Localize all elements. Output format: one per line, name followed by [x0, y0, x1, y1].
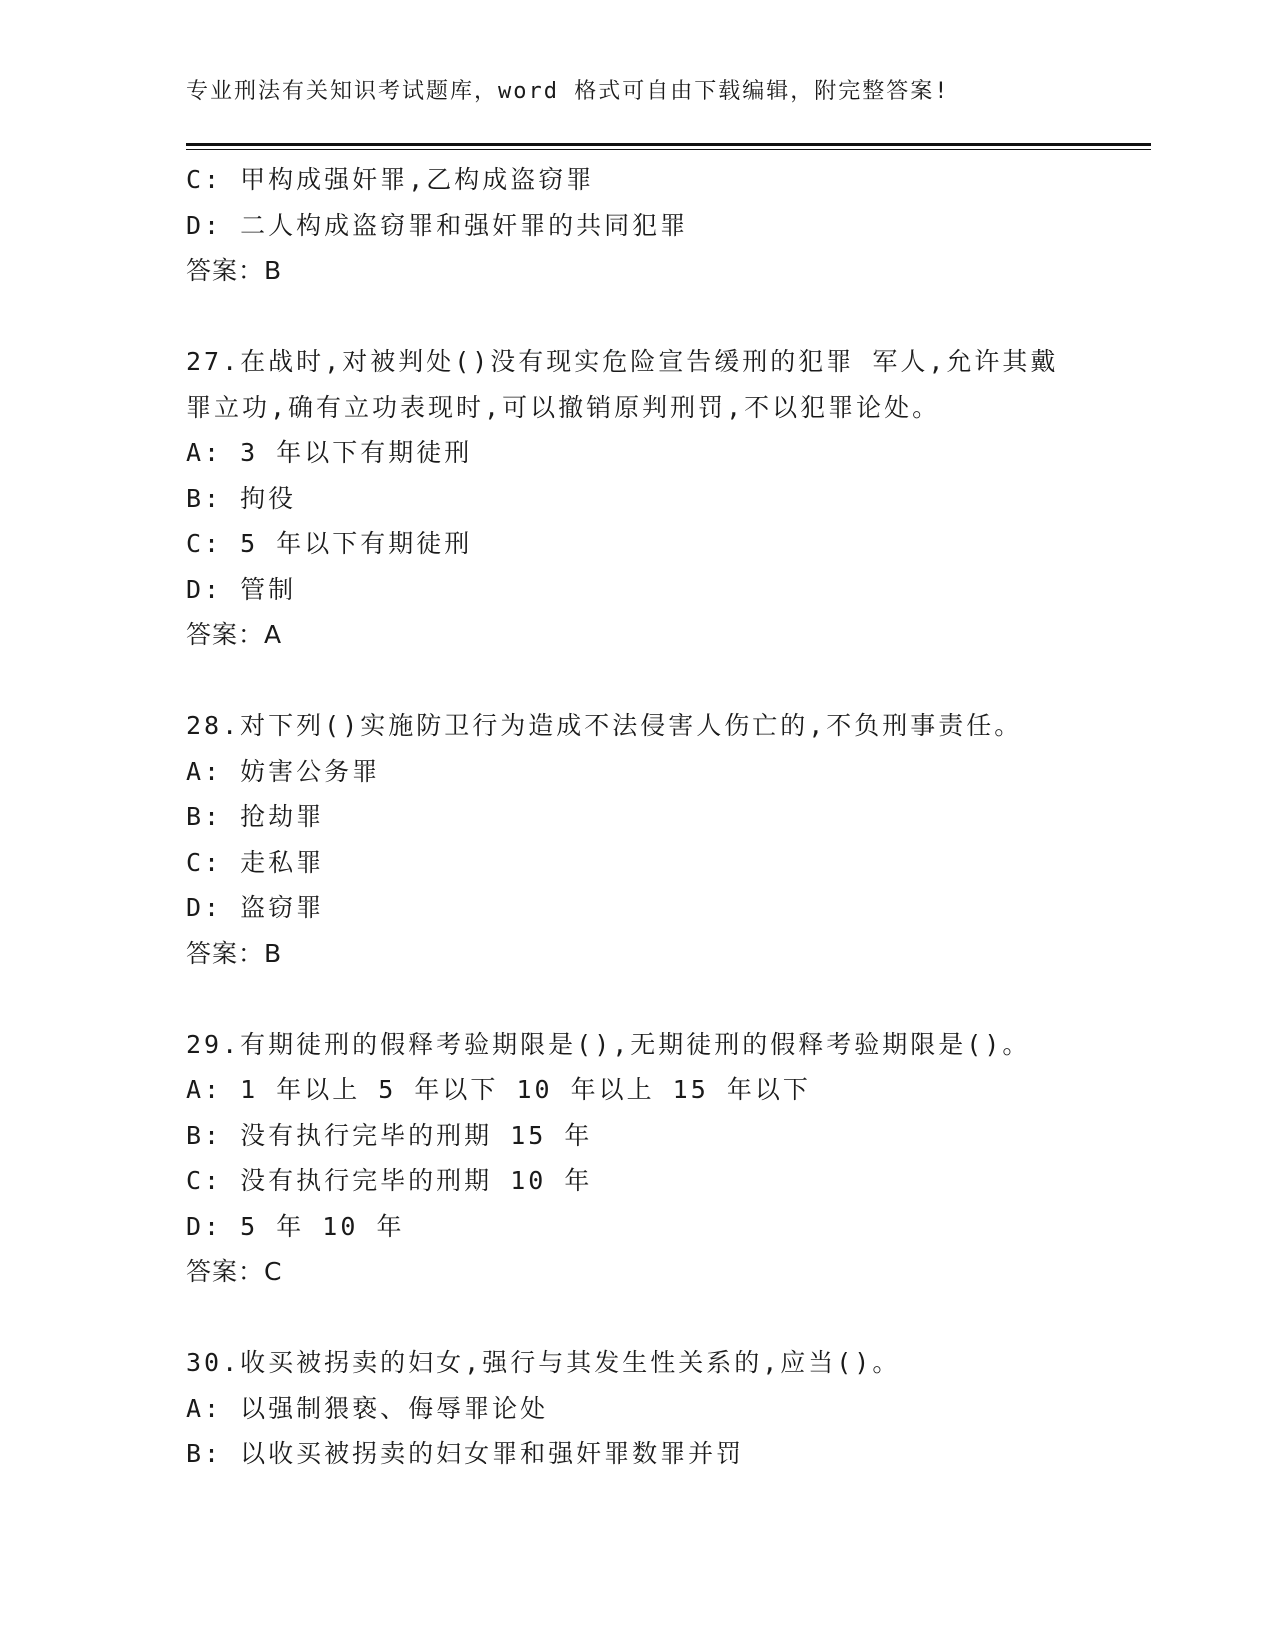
question-27: [186, 339, 1086, 658]
question-stem: 27.在战时,对被判处()没有现实危险宣告缓刑的犯罪 军人,允许其戴: [186, 347, 1059, 376]
question-30: [186, 1340, 1086, 1477]
option-b: B: 以收买被拐卖的妇女罪和强奸罪数罪并罚: [186, 1439, 745, 1468]
option-d: D: 5 年 10 年: [186, 1211, 405, 1241]
question-stem: 29.有期徒刑的假释考验期限是(),无期徒刑的假释考验期限是()。: [186, 1029, 1031, 1059]
option-a: A: 1 年以上 5 年以下 10 年以上 15 年以下: [186, 1075, 811, 1104]
option-d: D: 盗窃罪: [186, 893, 325, 922]
option-d: D: 二人构成盗窃罪和强奸罪的共同犯罪: [186, 210, 689, 240]
question-stem: 30.收买被拐卖的妇女,强行与其发生性关系的,应当()。: [186, 1348, 901, 1377]
question-stem: 28.对下列()实施防卫行为造成不法侵害人伤亡的,不负刑事责任。: [186, 711, 1023, 740]
header-rule-thin: [186, 149, 1151, 150]
answer-line: 答案：B: [186, 256, 283, 285]
option-c: C: 走私罪: [186, 847, 325, 877]
option-b: B: 抢劫罪: [186, 802, 325, 831]
option-a: A: 3 年以下有期徒刑: [186, 438, 473, 467]
option-c: C: 5 年以下有期徒刑: [186, 529, 473, 558]
carryover-block: [186, 157, 1086, 294]
header-rule: [186, 143, 1151, 146]
answer-line: 答案：A: [186, 620, 283, 649]
option-c: C: 没有执行完毕的刑期 10 年: [186, 1166, 593, 1195]
option-a: A: 以强制猥亵、侮辱罪论处: [186, 1393, 549, 1423]
option-b: B: 没有执行完毕的刑期 15 年: [186, 1120, 593, 1150]
option-d: D: 管制: [186, 574, 297, 604]
option-b: B: 拘役: [186, 483, 297, 513]
question-29: [186, 1022, 1086, 1295]
option-c: C: 甲构成强奸罪,乙构成盗窃罪: [186, 165, 595, 194]
question-content: [186, 157, 1086, 1477]
option-a: A: 妨害公务罪: [186, 756, 381, 786]
question-stem: 罪立功,确有立功表现时,可以撤销原判刑罚,不以犯罪论处。: [186, 392, 941, 422]
page-header: 专业刑法有关知识考试题库，word 格式可自由下载编辑，附完整答案!: [186, 79, 950, 104]
question-28: [186, 703, 1086, 976]
answer-line: 答案：B: [186, 938, 283, 968]
answer-line: 答案：C: [186, 1257, 283, 1286]
